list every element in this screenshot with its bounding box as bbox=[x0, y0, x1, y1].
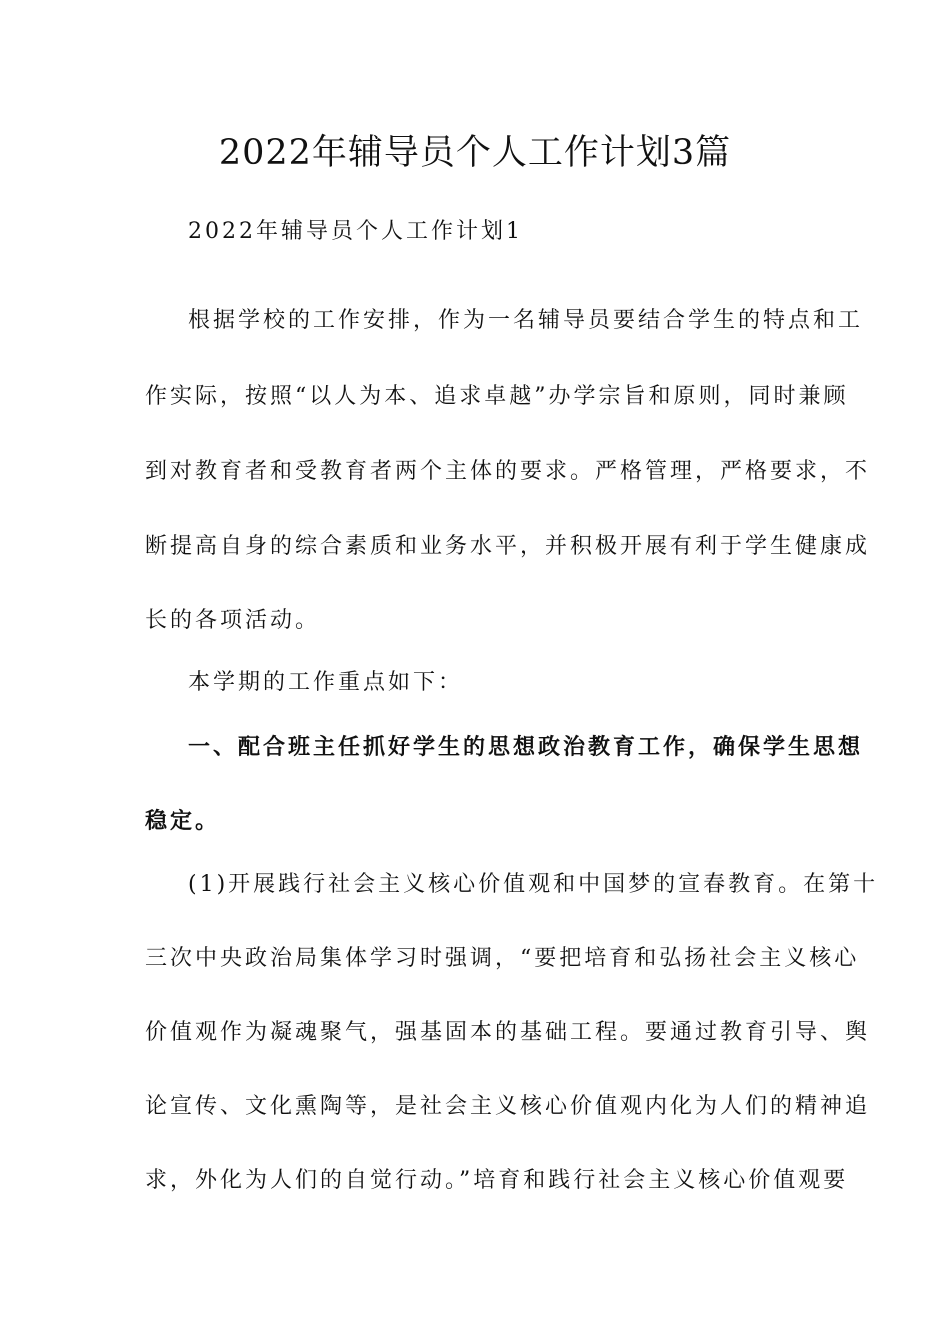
paragraph-line: 根据学校的工作安排，作为一名辅导员要结合学生的特点和工 bbox=[188, 308, 864, 333]
section-heading-line: 一、配合班主任抓好学生的思想政治教育工作，确保学生思想 bbox=[188, 734, 864, 760]
paragraph-line: 论宣传、文化熏陶等，是社会主义核心价值观内化为人们的精神追 bbox=[145, 1094, 871, 1119]
paragraph-line: 到对教育者和受教育者两个主体的要求。严格管理，严格要求，不 bbox=[145, 459, 871, 484]
paragraph-line: 断提高自身的综合素质和业务水平，并积极开展有利于学生健康成 bbox=[145, 534, 871, 559]
document-title: 2022年辅导员个人工作计划3篇 bbox=[218, 133, 732, 173]
paragraph-line: 求，外化为人们的自觉行动。”培育和践行社会主义核心价值观要 bbox=[145, 1168, 849, 1193]
section-heading-line: 稳定。 bbox=[145, 808, 221, 834]
paragraph-line: 价值观作为凝魂聚气，强基固本的基础工程。要通过教育引导、舆 bbox=[145, 1020, 871, 1045]
paragraph-line: 本学期的工作重点如下： bbox=[188, 670, 464, 695]
paragraph-line: 作实际，按照“以人为本、追求卓越”办学宗旨和原则，同时兼顾 bbox=[145, 384, 849, 409]
paragraph-line: 三次中央政治局集体学习时强调，“要把培育和弘扬社会主义核心 bbox=[145, 946, 860, 971]
section-subtitle: 2022年辅导员个人工作计划1 bbox=[188, 219, 523, 244]
paragraph-line: (1)开展践行社会主义核心价值观和中国梦的宣春教育。在第十 bbox=[188, 872, 879, 897]
paragraph-line: 长的各项活动。 bbox=[145, 608, 321, 633]
